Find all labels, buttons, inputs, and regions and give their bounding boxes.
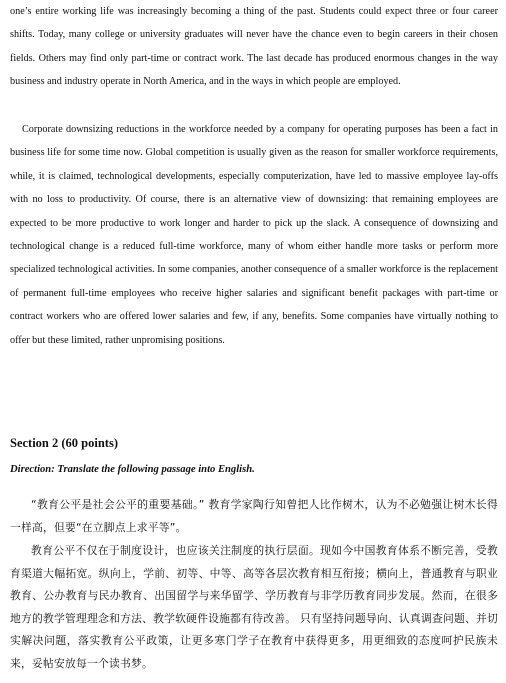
chinese-paragraph-1: “教育公平是社会公平的重要基础。” 教育学家陶行知曾把人比作树木，认为不必勉强让树木长得一样高，但要“在立脚点上求平等”。 xyxy=(10,498,498,534)
english-paragraph-1: one’s entire working life was increasingly becoming a thing of the past. Students could expect three or four career shifts. Today, many college or university graduates will never have the chance even to begin careers in their chosen fields. Others may find only part-time or contract work. The last decade has produced enormous changes in the way business and industry operate in North America, and in the ways in which people are employed. xyxy=(10,6,498,88)
chinese-paragraph-2: 教育公平不仅在于制度设计，也应该关注制度的执行层面。现如今中国教育体系不断完善，受教育渠道大幅拓宽。纵向上，学前、初等、中等、高等各层次教育相互衔接；横向上，普通教育与职业教育、公办教育与民办教育、出国留学与来华留学、学历教育与非学历教育同步发展。然而，在很多地方的教学管理理念和方法、教学软硬件设施都有待改善。 只有坚持问题导向、认真调查问题、并切实解决问题，落实教育公平政策，让更多寒门学子在教育中获得更多，用更细致的态度呵护民族未来，妥帖安放每一个读书梦。 xyxy=(10,544,498,670)
english-paragraph-2: Corporate downsizing reductions in the workforce needed by a company for operating purposes has been a fact in business life for some time now. Global competition is usually given as the reason for smaller workforce requirements, while, it is claimed, technological developments, especially computerization, have led to massive employee lay-offs with no loss to productivity. Of course, there is an alternative view of downsizing: that remaining employees are expected to be more productive to work longer and harder to pick up the slack. A consequence of downsizing and technological change is a reduced full-time workforce, many of whom either handle more tasks or perform more specialized technological activities. In some companies, another consequence of a smaller workforce is the replacement of permanent full-time employees who receive higher salaries and significant benefit packages with part-time or contract workers who are offered lower salaries and few, if any, benefits. Some companies have virtually nothing to offer but these limited, rather unpromising positions. xyxy=(10,124,498,346)
section-heading: Section 2 (60 points) xyxy=(10,436,118,450)
direction-text: Direction: Translate the following passage into English. xyxy=(10,464,255,475)
